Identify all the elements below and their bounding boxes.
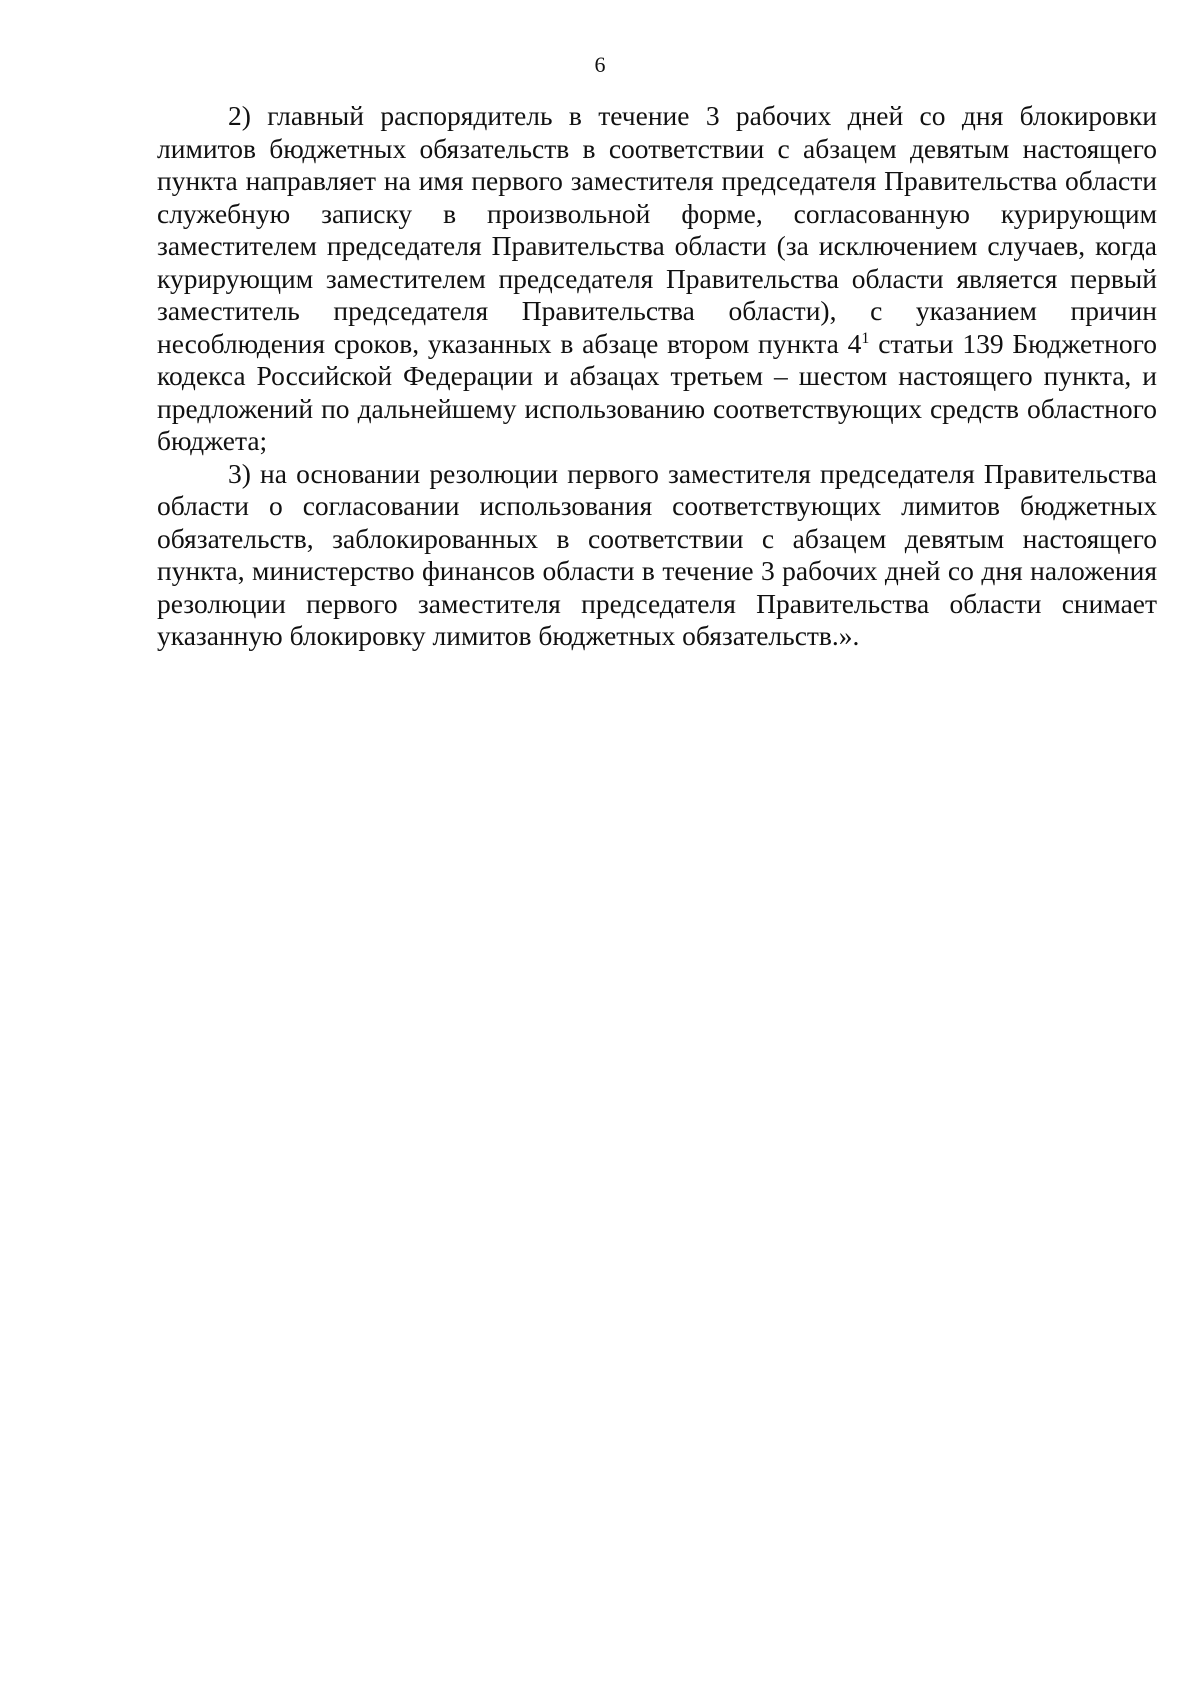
superscript: 1 — [861, 329, 870, 347]
paragraph-item-2 — [157, 100, 1157, 458]
paragraph-text-continued: статьи 139 Бюджетного кодекса Российской Федерации и абзацах третьем – шестом настоящего пункта, и предложений по дальнейшему использованию соответствующих средств областного бюджета; — [157, 327, 1157, 456]
paragraph-text: 2) главный распорядитель в течение 3 рабочих дней со дня блокировки лимитов бюджетных обязательств в соответствии с абзацем девятым настоящего пункта направляет на имя первого заместителя председателя Правительства области служебную записку в произвольной форме, согласованную курирующим заместителем председателя Правительства области (за исключением случаев, когда курирующим заместителем председателя Правительства области является первый заместитель председателя Правительства области), с указанием причин несоблюдения сроков, указанных в абзаце втором пункта 4 — [157, 100, 1157, 359]
paragraph-item-3: 3) на основании резолюции первого заместителя председателя Правительства области о согласовании использования соответствующих лимитов бюджетных обязательств, заблокированных в соответствии с абзацем девятым настоящего пункта, министерство финансов области в течение 3 рабочих дней со дня наложения резолюции первого заместителя председателя Правительства области снимает указанную блокировку лимитов бюджетных обязательств.». — [157, 457, 1157, 651]
page-number: 6 — [594, 52, 606, 77]
document-body — [157, 100, 1157, 653]
